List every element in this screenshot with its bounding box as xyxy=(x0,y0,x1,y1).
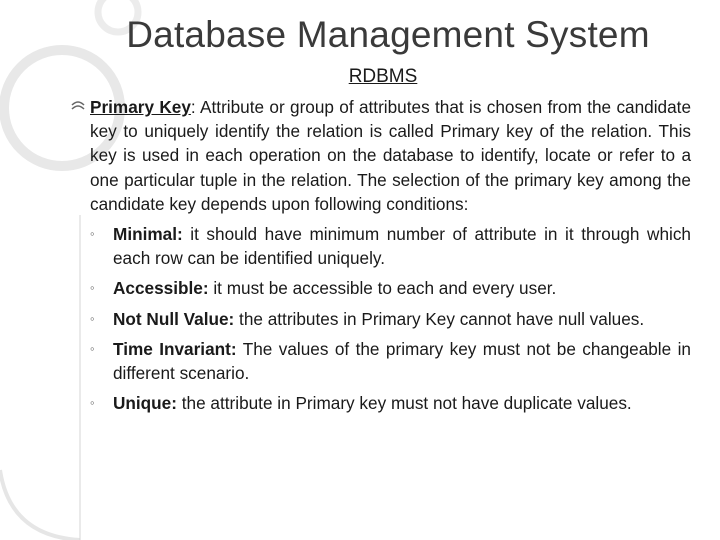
slide-title: Database Management System xyxy=(126,14,650,55)
condition-text: the attributes in Primary Key cannot have null values. xyxy=(234,308,645,329)
conditions-list xyxy=(90,222,691,415)
slide-content xyxy=(90,95,691,421)
condition-term: Unique: xyxy=(113,393,177,414)
condition-item-minimal xyxy=(90,222,691,270)
curl-bullet-icon xyxy=(71,100,86,114)
condition-text: the attribute in Primary key must not have duplicate values. xyxy=(176,393,632,414)
main-bullet xyxy=(90,95,691,216)
condition-term: Minimal: xyxy=(113,224,183,245)
sub-bullet-icon: ◦ xyxy=(90,395,95,411)
condition-term: Accessible: xyxy=(113,278,209,299)
condition-item-not-null xyxy=(90,307,691,331)
slide-subtitle: RDBMS xyxy=(348,66,418,87)
sub-bullet-icon: ◦ xyxy=(90,280,95,296)
condition-item-time-invariant xyxy=(90,337,691,385)
condition-text: The values of the primary key must not be changeable in different scenario. xyxy=(113,338,691,384)
decor-corner-arc xyxy=(0,470,80,540)
sub-bullet-icon: ◦ xyxy=(90,226,95,242)
condition-item-accessible xyxy=(90,276,691,300)
sub-bullet-icon: ◦ xyxy=(90,340,95,356)
condition-term: Time Invariant: xyxy=(113,338,237,359)
primary-key-definition: : Attribute or group of attributes that is chosen from the candidate key to uniquely identify the relation is called Primary key of the relation. This key is used in each operation on the database to identify, locate or refer to a one particular tuple in the relation. The selection of the primary key among the candidate key depends upon following conditions: xyxy=(90,97,691,214)
condition-item-unique xyxy=(90,391,691,415)
condition-term: Not Null Value: xyxy=(113,308,235,329)
primary-key-label: Primary Key xyxy=(90,97,191,117)
condition-text: it should have minimum number of attribute in it through which each row can be identified uniquely. xyxy=(113,224,691,269)
sub-bullet-icon: ◦ xyxy=(90,310,95,326)
condition-text: it must be accessible to each and every user. xyxy=(208,278,557,299)
